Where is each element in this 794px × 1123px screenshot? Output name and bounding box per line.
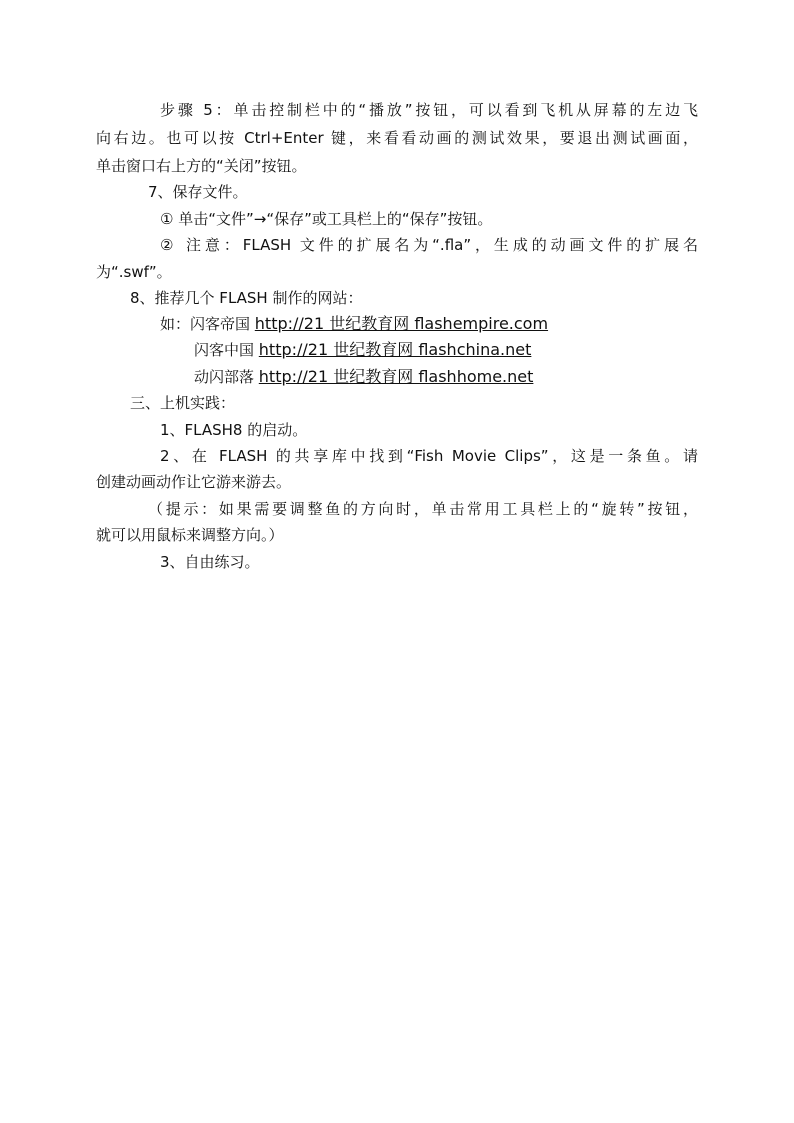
practice-3: 3、自由练习。 bbox=[160, 553, 260, 571]
item-8-heading: 8、推荐几个 FLASH 制作的网站： bbox=[130, 289, 363, 307]
practice-1: 1、FLASH8 的启动。 bbox=[160, 421, 308, 439]
item-7-1: ① 单击“文件”→“保存”或工具栏上的“保存”按钮。 bbox=[160, 210, 493, 228]
item-7-2-line-1: ② 注意：FLASH 文件的扩展名为“.fla”，生成的动画文件的扩展名 bbox=[160, 236, 698, 254]
site-row-3 bbox=[194, 364, 533, 390]
site-2-link[interactable]: http://21 世纪教育网 flashchina.net bbox=[258, 340, 532, 359]
practice-2-line-2: 创建动画动作让它游来游去。 bbox=[96, 473, 292, 491]
site-row-2 bbox=[194, 337, 531, 363]
practice-2-line-1: 2、在 FLASH 的共享库中找到“Fish Movie Clips”，这是一条鱼。请 bbox=[160, 447, 698, 465]
site-3-link[interactable]: http://21 世纪教育网 flashhome.net bbox=[258, 367, 534, 386]
step5-line-2: 向右边。也可以按 Ctrl+Enter 键，来看看动画的测试效果，要退出测试画面， bbox=[96, 129, 698, 147]
hint-line-1: （提示：如果需要调整鱼的方向时，单击常用工具栏上的“旋转”按钮， bbox=[148, 500, 698, 518]
section-3-heading: 三、上机实践： bbox=[130, 394, 236, 412]
site-row-1 bbox=[160, 311, 548, 337]
site-2-name: 闪客中国 bbox=[194, 341, 259, 359]
site-3-name: 动闪部落 bbox=[194, 368, 259, 386]
item-7-heading: 7、保存文件。 bbox=[148, 183, 248, 201]
hint-line-2: 就可以用鼠标来调整方向。） bbox=[96, 526, 284, 544]
site-1-link[interactable]: http://21 世纪教育网 flashempire.com bbox=[254, 314, 549, 333]
step5-line-1: 步骤 5：单击控制栏中的“播放”按钮，可以看到飞机从屏幕的左边飞 bbox=[160, 101, 698, 119]
step5-line-3: 单击窗口右上方的“关闭”按钮。 bbox=[96, 157, 307, 175]
site-1-name: 如：闪客帝国 bbox=[160, 315, 255, 333]
item-7-2-line-2: 为“.swf”。 bbox=[96, 263, 172, 281]
